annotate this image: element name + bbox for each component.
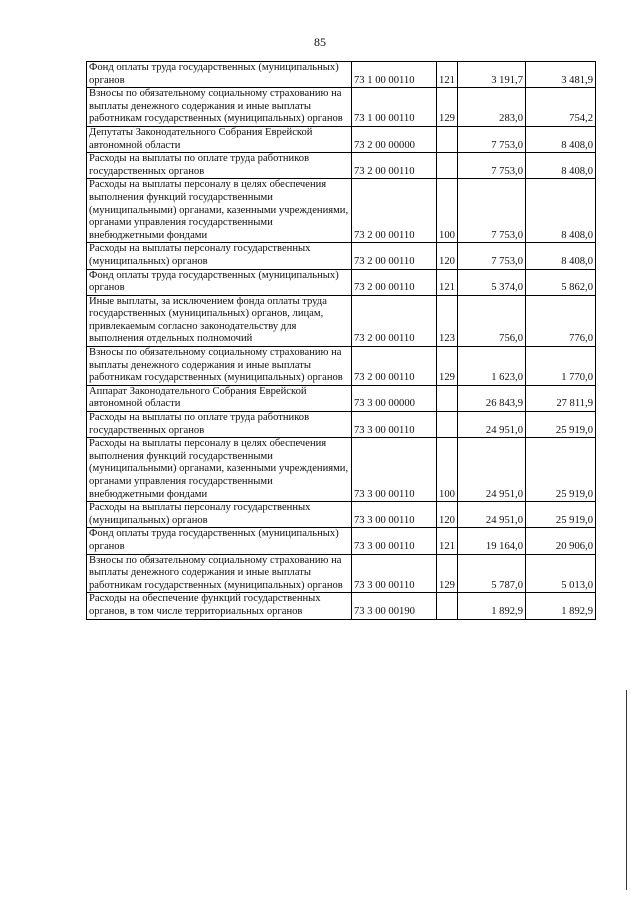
row-value-2022-cell: 754,2 bbox=[526, 88, 596, 127]
table-row bbox=[87, 347, 596, 386]
row-vr-cell bbox=[437, 412, 458, 438]
row-value-2022-cell: 776,0 bbox=[526, 295, 596, 346]
row-name-cell: Взносы по обязательному социальному страхованию на выплаты денежного содержания и иные выплаты работникам государственных (муниципальных) органов bbox=[87, 554, 352, 593]
row-value-2021-cell: 1 892,9 bbox=[458, 593, 526, 619]
row-code-cell: 73 1 00 00110 bbox=[352, 62, 437, 88]
row-value-2022-cell: 8 408,0 bbox=[526, 243, 596, 269]
row-value-2022-cell: 20 906,0 bbox=[526, 528, 596, 554]
table-row bbox=[87, 88, 596, 127]
row-code-cell: 73 3 00 00110 bbox=[352, 554, 437, 593]
row-name-cell: Расходы на выплаты персоналу государственных (муниципальных) органов bbox=[87, 243, 352, 269]
table-row bbox=[87, 412, 596, 438]
row-code-cell: 73 3 00 00110 bbox=[352, 438, 437, 502]
row-code-cell: 73 3 00 00000 bbox=[352, 385, 437, 411]
row-value-2022-cell: 8 408,0 bbox=[526, 153, 596, 179]
row-name-cell: Расходы на выплаты персоналу в целях обеспечения выполнения функций государственными (муниципальными) органами, казенными учреждениями, органами управления государственными внебюджетными фондами bbox=[87, 179, 352, 243]
row-code-cell: 73 2 00 00110 bbox=[352, 179, 437, 243]
row-value-2021-cell: 283,0 bbox=[458, 88, 526, 127]
row-name-cell: Расходы на выплаты персоналу государственных (муниципальных) органов bbox=[87, 502, 352, 528]
row-vr-cell: 129 bbox=[437, 88, 458, 127]
table-row bbox=[87, 385, 596, 411]
row-code-cell: 73 3 00 00110 bbox=[352, 412, 437, 438]
row-vr-cell: 129 bbox=[437, 554, 458, 593]
row-value-2022-cell: 25 919,0 bbox=[526, 502, 596, 528]
page-number: 85 bbox=[314, 35, 326, 49]
row-value-2021-cell: 19 164,0 bbox=[458, 528, 526, 554]
row-value-2021-cell: 7 753,0 bbox=[458, 153, 526, 179]
row-value-2022-cell: 3 481,9 bbox=[526, 62, 596, 88]
row-value-2021-cell: 7 753,0 bbox=[458, 179, 526, 243]
row-name-cell: Фонд оплаты труда государственных (муниципальных) органов bbox=[87, 528, 352, 554]
table-row bbox=[87, 593, 596, 619]
row-value-2021-cell: 5 787,0 bbox=[458, 554, 526, 593]
row-code-cell: 73 2 00 00110 bbox=[352, 295, 437, 346]
table-row bbox=[87, 269, 596, 295]
row-code-cell: 73 2 00 00110 bbox=[352, 269, 437, 295]
scan-edge-line bbox=[626, 690, 627, 890]
table-row bbox=[87, 295, 596, 346]
row-value-2022-cell: 5 013,0 bbox=[526, 554, 596, 593]
row-vr-cell bbox=[437, 126, 458, 152]
table-row bbox=[87, 243, 596, 269]
row-code-cell: 73 1 00 00110 bbox=[352, 88, 437, 127]
row-name-cell: Фонд оплаты труда государственных (муниципальных) органов bbox=[87, 62, 352, 88]
row-value-2021-cell: 756,0 bbox=[458, 295, 526, 346]
table-row bbox=[87, 438, 596, 502]
row-name-cell: Аппарат Законодательного Собрания Еврейской автономной области bbox=[87, 385, 352, 411]
row-value-2022-cell: 8 408,0 bbox=[526, 179, 596, 243]
row-value-2021-cell: 24 951,0 bbox=[458, 438, 526, 502]
row-value-2021-cell: 5 374,0 bbox=[458, 269, 526, 295]
row-vr-cell: 100 bbox=[437, 438, 458, 502]
row-vr-cell: 129 bbox=[437, 347, 458, 386]
row-code-cell: 73 2 00 00110 bbox=[352, 347, 437, 386]
row-code-cell: 73 2 00 00110 bbox=[352, 243, 437, 269]
table-row bbox=[87, 502, 596, 528]
budget-table bbox=[86, 61, 596, 620]
row-value-2022-cell: 5 862,0 bbox=[526, 269, 596, 295]
row-value-2021-cell: 24 951,0 bbox=[458, 412, 526, 438]
row-value-2021-cell: 7 753,0 bbox=[458, 126, 526, 152]
row-vr-cell: 100 bbox=[437, 179, 458, 243]
row-name-cell: Взносы по обязательному социальному страхованию на выплаты денежного содержания и иные выплаты работникам государственных (муниципальных) органов bbox=[87, 347, 352, 386]
row-value-2022-cell: 1 770,0 bbox=[526, 347, 596, 386]
row-name-cell: Взносы по обязательному социальному страхованию на выплаты денежного содержания и иные выплаты работникам государственных (муниципальных) органов bbox=[87, 88, 352, 127]
row-value-2021-cell: 7 753,0 bbox=[458, 243, 526, 269]
row-value-2022-cell: 25 919,0 bbox=[526, 412, 596, 438]
row-vr-cell: 121 bbox=[437, 269, 458, 295]
row-vr-cell: 121 bbox=[437, 528, 458, 554]
row-code-cell: 73 3 00 00110 bbox=[352, 502, 437, 528]
row-value-2021-cell: 1 623,0 bbox=[458, 347, 526, 386]
table-row bbox=[87, 126, 596, 152]
row-name-cell: Расходы на выплаты по оплате труда работников государственных органов bbox=[87, 153, 352, 179]
row-vr-cell: 123 bbox=[437, 295, 458, 346]
row-name-cell: Депутаты Законодательного Собрания Еврейской автономной области bbox=[87, 126, 352, 152]
row-code-cell: 73 2 00 00000 bbox=[352, 126, 437, 152]
row-code-cell: 73 3 00 00190 bbox=[352, 593, 437, 619]
row-name-cell: Иные выплаты, за исключением фонда оплаты труда государственных (муниципальных) органов, лицам, привлекаемым согласно законодательству для выполнения отдельных полномочий bbox=[87, 295, 352, 346]
row-vr-cell: 121 bbox=[437, 62, 458, 88]
row-name-cell: Расходы на обеспечение функций государственных органов, в том числе территориальных органов bbox=[87, 593, 352, 619]
row-vr-cell bbox=[437, 385, 458, 411]
table-row bbox=[87, 554, 596, 593]
table-row bbox=[87, 153, 596, 179]
row-value-2022-cell: 8 408,0 bbox=[526, 126, 596, 152]
row-value-2021-cell: 3 191,7 bbox=[458, 62, 526, 88]
table-row bbox=[87, 179, 596, 243]
row-vr-cell: 120 bbox=[437, 502, 458, 528]
row-name-cell: Расходы на выплаты по оплате труда работников государственных органов bbox=[87, 412, 352, 438]
row-value-2021-cell: 24 951,0 bbox=[458, 502, 526, 528]
row-code-cell: 73 2 00 00110 bbox=[352, 153, 437, 179]
row-vr-cell: 120 bbox=[437, 243, 458, 269]
row-code-cell: 73 3 00 00110 bbox=[352, 528, 437, 554]
table-row bbox=[87, 528, 596, 554]
row-value-2022-cell: 1 892,9 bbox=[526, 593, 596, 619]
row-name-cell: Фонд оплаты труда государственных (муниципальных) органов bbox=[87, 269, 352, 295]
row-name-cell: Расходы на выплаты персоналу в целях обеспечения выполнения функций государственными (муниципальными) органами, казенными учреждениями, органами управления государственными внебюджетными фондами bbox=[87, 438, 352, 502]
table-row bbox=[87, 62, 596, 88]
row-value-2022-cell: 27 811,9 bbox=[526, 385, 596, 411]
row-value-2022-cell: 25 919,0 bbox=[526, 438, 596, 502]
row-value-2021-cell: 26 843,9 bbox=[458, 385, 526, 411]
row-vr-cell bbox=[437, 153, 458, 179]
budget-table-body bbox=[87, 62, 596, 620]
row-vr-cell bbox=[437, 593, 458, 619]
